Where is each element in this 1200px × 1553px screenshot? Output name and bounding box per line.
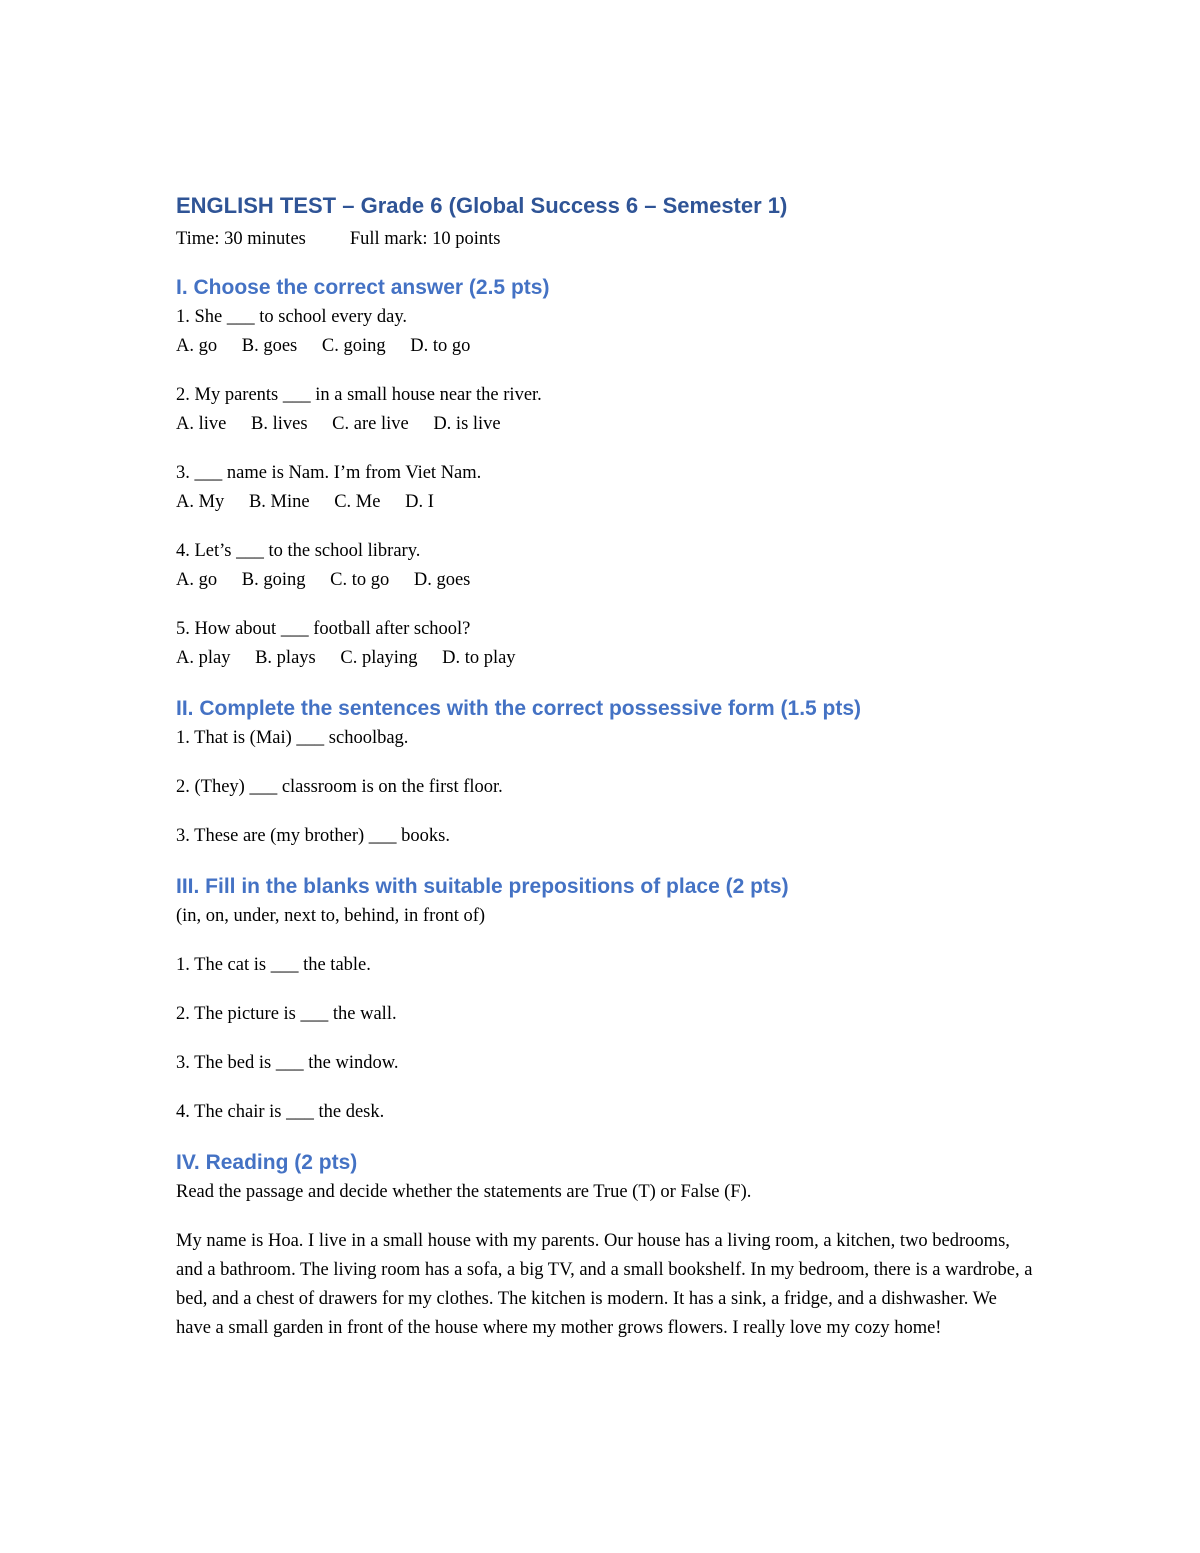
option-a: A. play: [176, 648, 231, 668]
test-document: [176, 190, 1056, 1343]
document-title: ENGLISH TEST – Grade 6 (Global Success 6 – Semester 1): [176, 193, 788, 218]
question-text: 5. How about ___ football after school?: [176, 619, 471, 639]
preposition-item-1: 1. The cat is ___ the table.: [176, 955, 371, 975]
option-d: D. I: [405, 492, 434, 512]
question-text: 2. My parents ___ in a small house near the river.: [176, 385, 542, 405]
section-1-heading: I. Choose the correct answer (2.5 pts): [176, 276, 550, 299]
option-a: A. live: [176, 414, 227, 434]
reading-instruction: Read the passage and decide whether the statements are True (T) or False (F).: [176, 1182, 752, 1202]
option-d: D. is live: [433, 414, 501, 434]
option-c: C. Me: [334, 492, 381, 512]
reading-passage: My name is Hoa. I live in a small house with my parents. Our house has a living room, a kitchen, two bedrooms, and a bathroom. The living room has a sofa, a big TV, and a small bookshelf. In my bedroom, there is a wardrobe, a bed, and a chest of drawers for my clothes. The kitchen is modern. It has a sink, a fridge, and a dishwasher. We have a small garden in front of the house where my mother grows flowers. I really love my cozy home!: [176, 1231, 1033, 1338]
question-options: [176, 566, 1056, 595]
question-2: [176, 381, 1056, 439]
option-b: B. lives: [250, 414, 308, 434]
question-options: [176, 332, 1056, 361]
question-options: [176, 410, 1056, 439]
section-3-items: [176, 951, 1056, 1127]
section-3-heading: III. Fill in the blanks with suitable prepositions of place (2 pts): [176, 875, 789, 898]
preposition-hint: (in, on, under, next to, behind, in front of): [176, 906, 486, 926]
option-a: A. go: [176, 336, 218, 356]
preposition-item-4: 4. The chair is ___ the desk.: [176, 1102, 385, 1122]
preposition-item-3: 3. The bed is ___ the window.: [176, 1053, 399, 1073]
option-c: C. to go: [330, 570, 390, 590]
full-mark: Full mark: 10 points: [349, 229, 501, 249]
option-a: A. My: [176, 492, 225, 512]
question-text: 4. Let’s ___ to the school library.: [176, 541, 421, 561]
question-4: [176, 537, 1056, 595]
option-b: B. Mine: [248, 492, 310, 512]
question-options: [176, 644, 1056, 673]
option-c: C. are live: [332, 414, 409, 434]
question-text: 1. She ___ to school every day.: [176, 307, 408, 327]
section-2-heading: II. Complete the sentences with the correct possessive form (1.5 pts): [176, 697, 862, 720]
question-options: [176, 488, 1056, 517]
option-b: B. plays: [255, 648, 316, 668]
question-1: [176, 303, 1056, 361]
possessive-item-1: 1. That is (Mai) ___ schoolbag.: [176, 728, 409, 748]
question-3: [176, 459, 1056, 517]
option-d: D. goes: [413, 570, 471, 590]
option-b: B. goes: [241, 336, 298, 356]
option-d: D. to go: [410, 336, 471, 356]
preposition-item-2: 2. The picture is ___ the wall.: [176, 1004, 397, 1024]
question-5: [176, 615, 1056, 673]
option-a: A. go: [176, 570, 218, 590]
section-1-questions: [176, 303, 1056, 673]
question-text: 3. ___ name is Nam. I’m from Viet Nam.: [176, 463, 482, 483]
option-c: C. playing: [340, 648, 418, 668]
section-4-heading: IV. Reading (2 pts): [176, 1151, 358, 1174]
possessive-item-2: 2. (They) ___ classroom is on the first floor.: [176, 777, 503, 797]
option-d: D. to play: [442, 648, 516, 668]
section-2-items: [176, 724, 1056, 851]
test-meta: [176, 225, 1056, 253]
possessive-item-3: 3. These are (my brother) ___ books.: [176, 826, 451, 846]
option-b: B. going: [241, 570, 306, 590]
option-c: C. going: [321, 336, 386, 356]
time-limit: Time: 30 minutes: [176, 229, 306, 249]
